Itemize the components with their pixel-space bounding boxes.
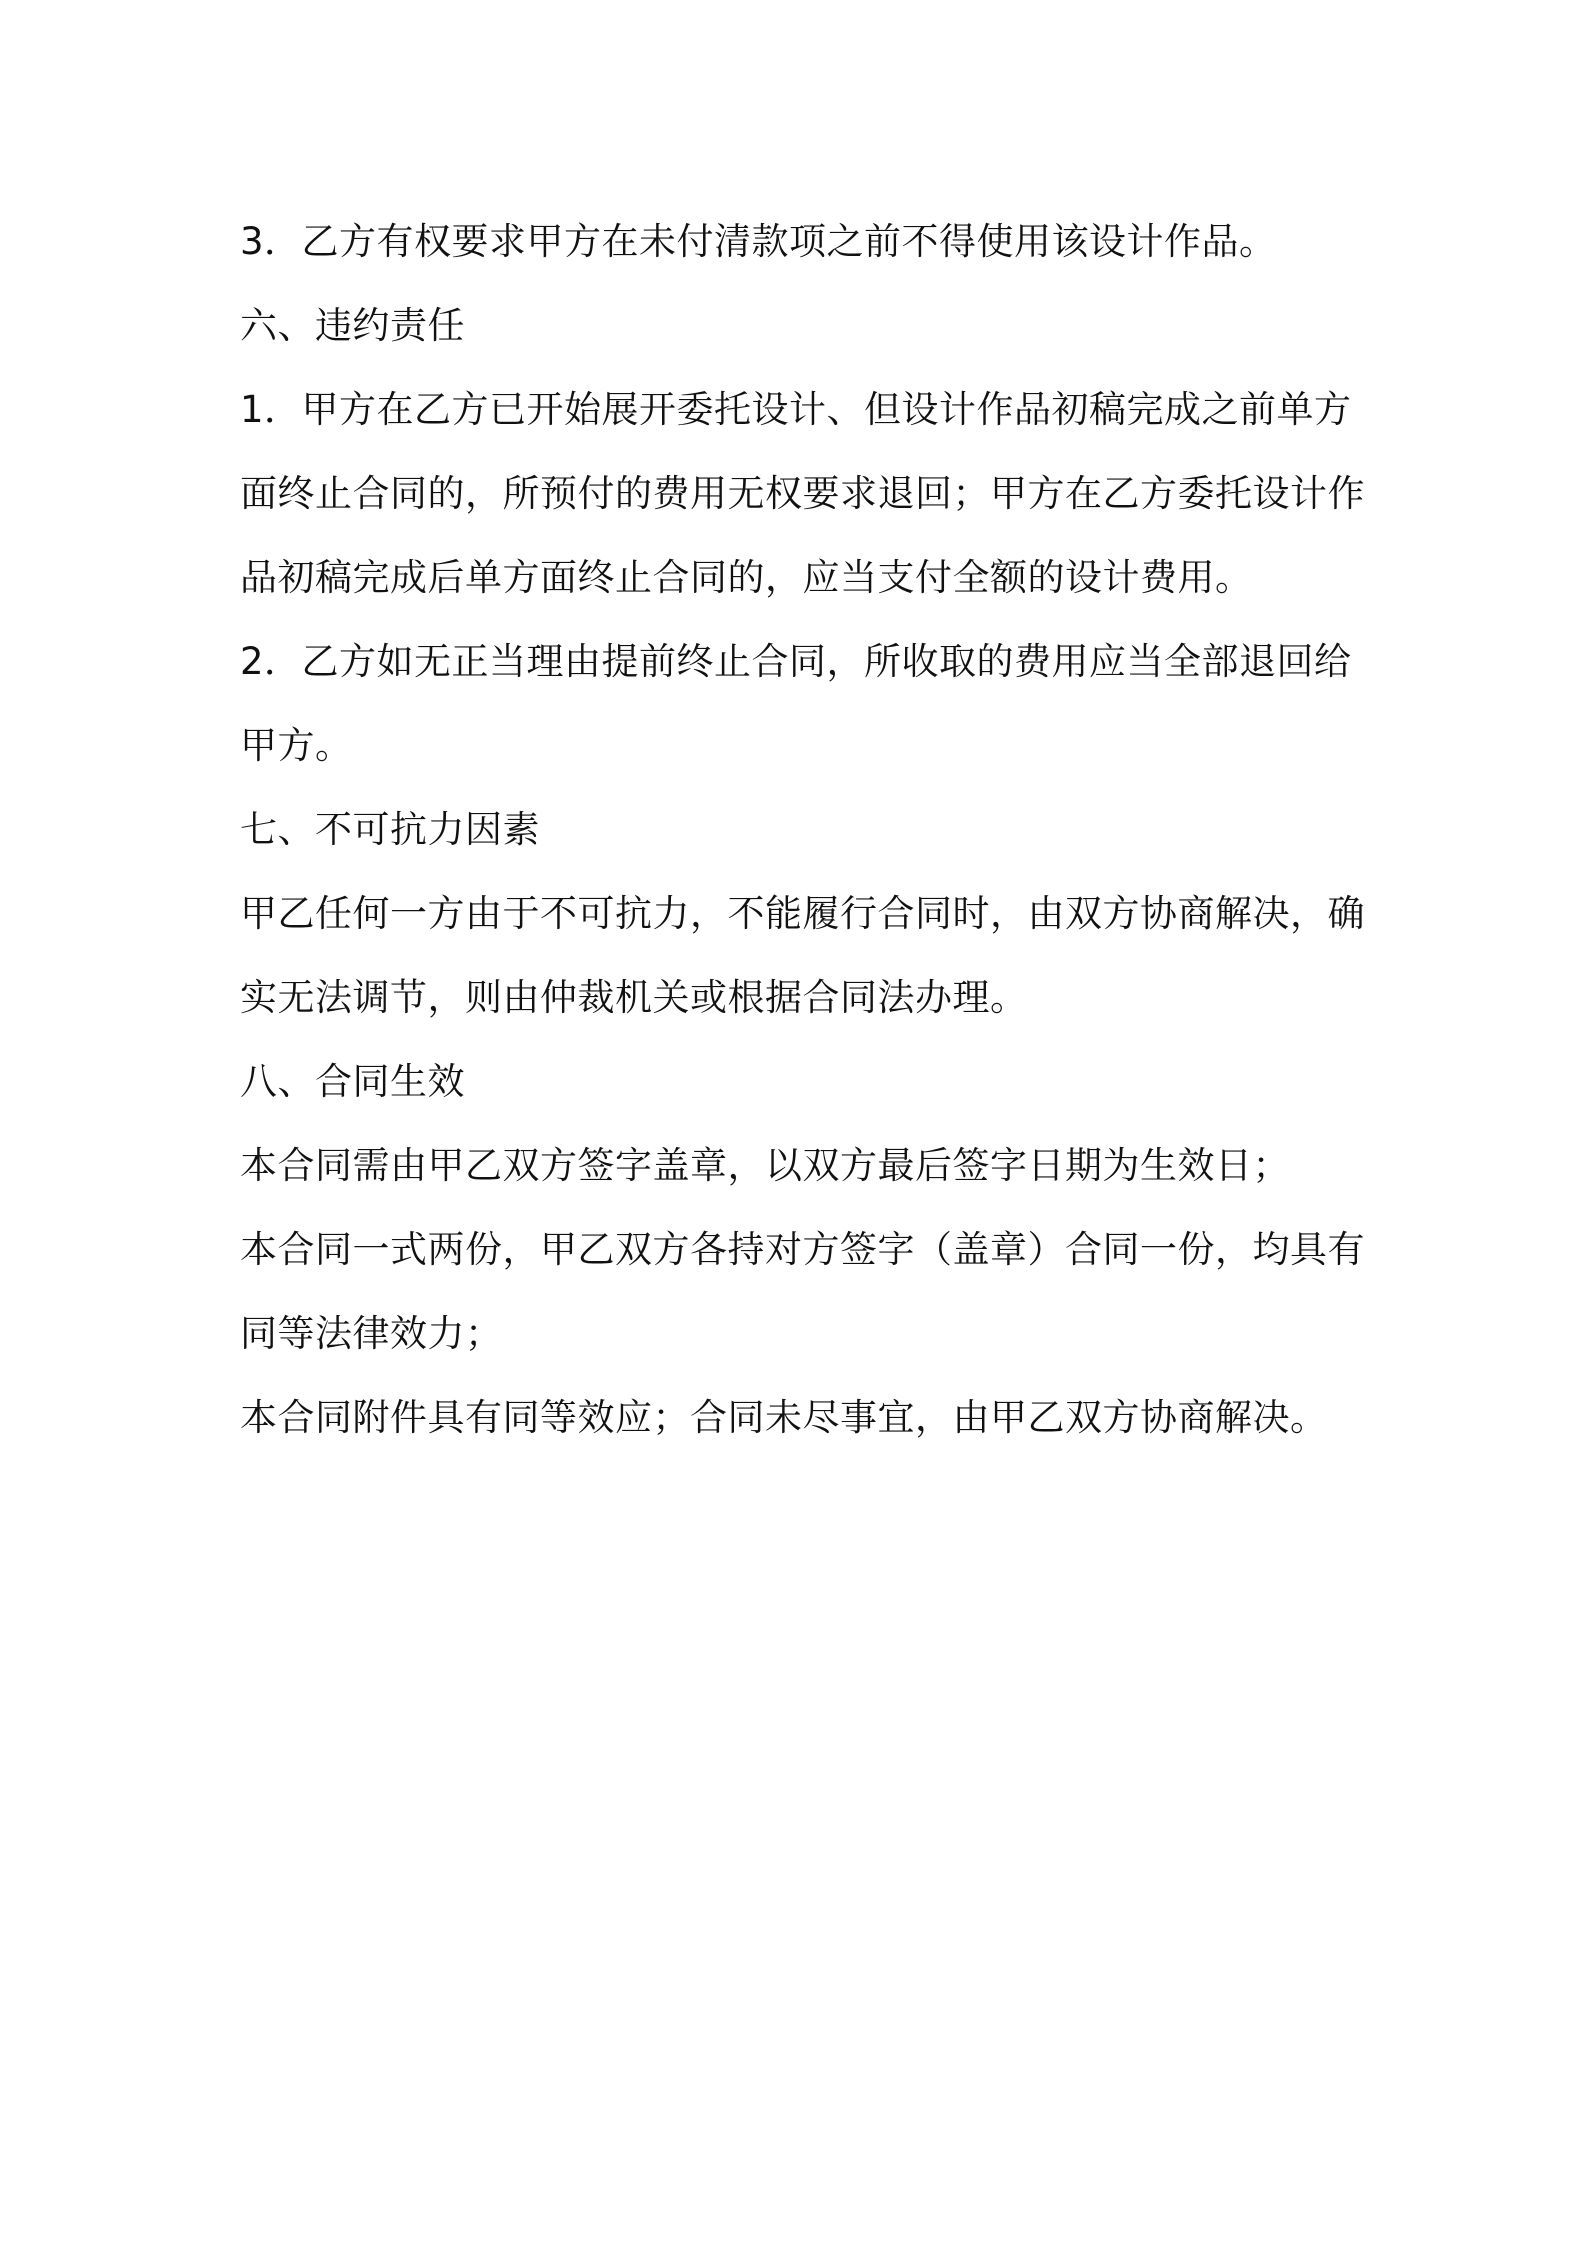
- clause-8-para-1: 本合同需由甲乙双方签字盖章，以双方最后签字日期为生效日；: [240, 1144, 1290, 1187]
- clause-8-para-3: 本合同附件具有同等效应；合同未尽事宜，由甲乙双方协商解决。: [240, 1396, 1328, 1439]
- section-heading-8: 八、合同生效: [240, 1060, 465, 1103]
- clause-6-item-2-line-2: 甲方。: [240, 724, 353, 767]
- section-heading-7: 七、不可抗力因素: [240, 808, 540, 851]
- clause-6-item-1-line-2: 面终止合同的，所预付的费用无权要求退回；甲方在乙方委托设计作: [240, 472, 1365, 515]
- clause-6-item-2-line-1: 2．乙方如无正当理由提前终止合同，所收取的费用应当全部退回给: [240, 640, 1352, 683]
- clause-8-para-2-line-2: 同等法律效力；: [240, 1312, 503, 1355]
- document-body: [240, 200, 1365, 1460]
- clause-5-item-3: 3．乙方有权要求甲方在未付清款项之前不得使用该设计作品。: [240, 220, 1277, 263]
- clause-7-line-2: 实无法调节，则由仲裁机关或根据合同法办理。: [240, 976, 1028, 1019]
- section-heading-6: 六、违约责任: [240, 304, 465, 347]
- clause-7-line-1: 甲乙任何一方由于不可抗力，不能履行合同时，由双方协商解决，确: [240, 892, 1365, 935]
- clause-6-item-1-line-1: 1．甲方在乙方已开始展开委托设计、但设计作品初稿完成之前单方: [240, 388, 1352, 431]
- clause-8-para-2-line-1: 本合同一式两份，甲乙双方各持对方签字（盖章）合同一份，均具有: [240, 1228, 1365, 1271]
- clause-6-item-1-line-3: 品初稿完成后单方面终止合同的，应当支付全额的设计费用。: [240, 556, 1253, 599]
